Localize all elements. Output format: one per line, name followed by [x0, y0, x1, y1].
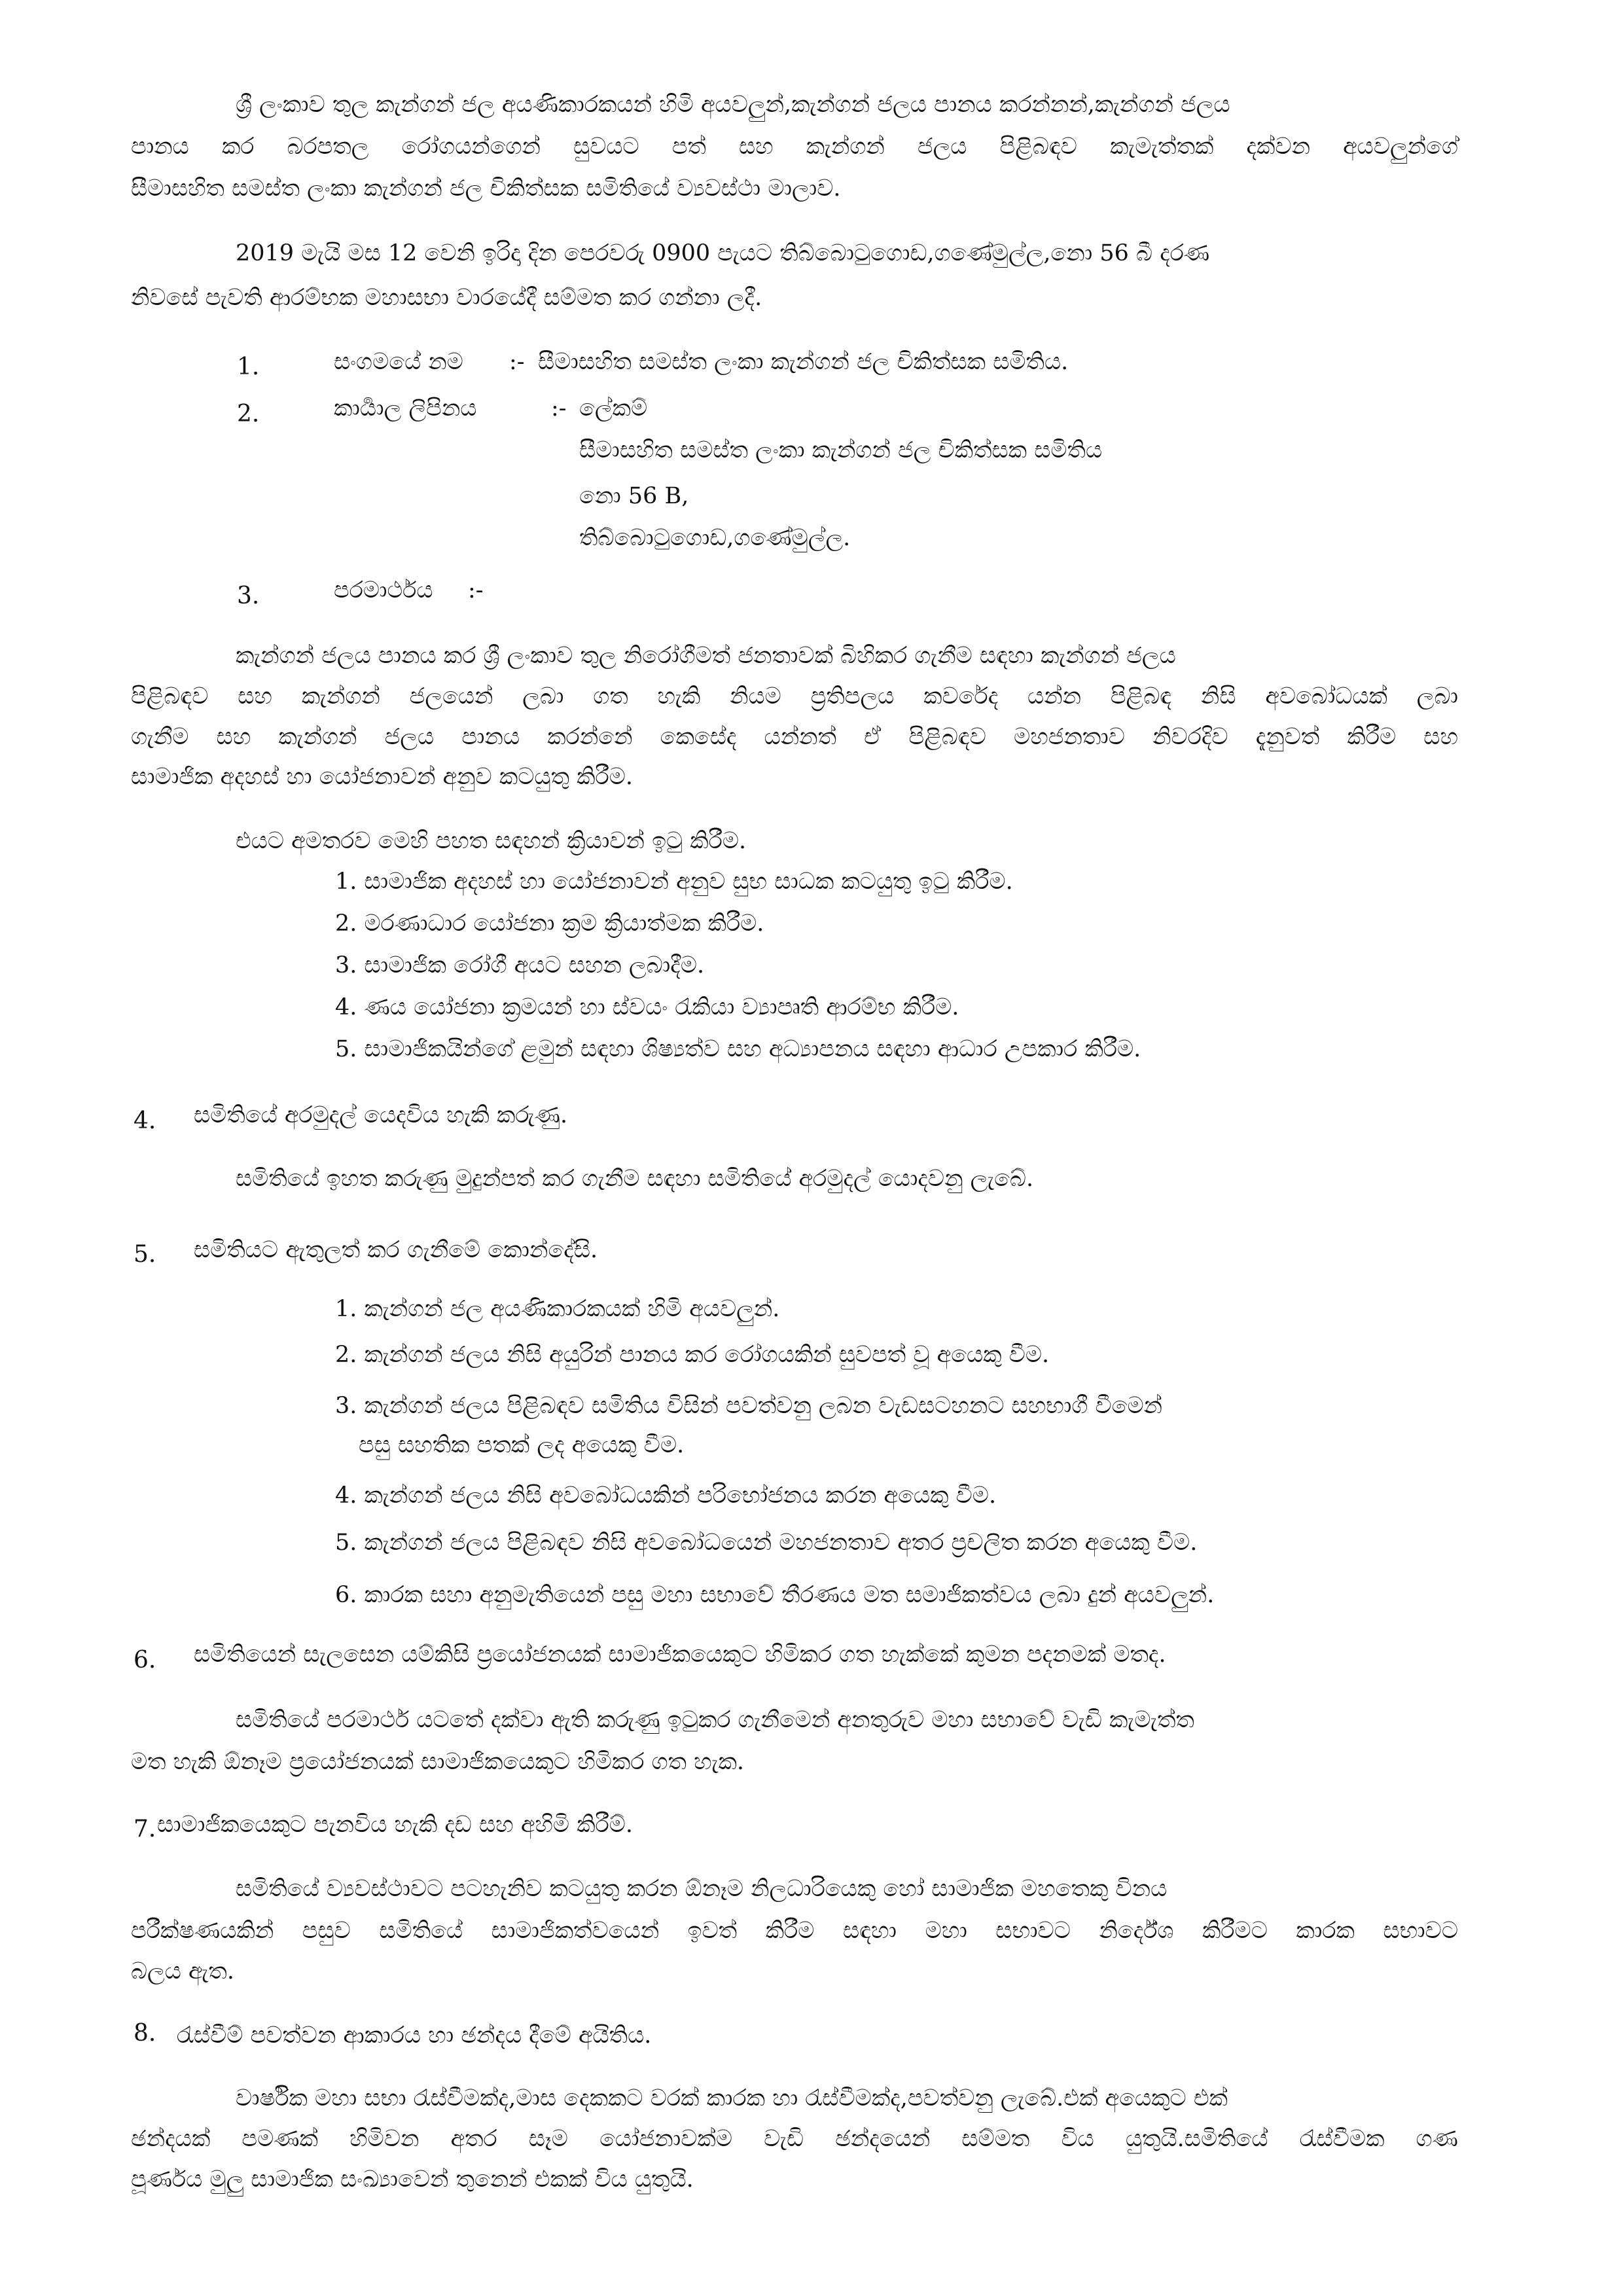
section-3-item: 5. සාමාජිකයින්ගේ ළමුන් සඳහා ශිෂ්‍යත්ව සහ අධ්‍යාපනය සඳහා ආධාර උපකාර කිරීම.	[335, 1036, 1141, 1062]
section-3-separator: :-	[468, 577, 484, 603]
intro-line-1: ශ්‍රී ලංකාව තුල කැන්ගන් ජල අයණිකාරකයන් හිමි අයවලුන්,කැන්ගන් ජලය පානය කරන්නන්,කැන්ගන් ජලය	[236, 92, 1230, 118]
section-8-number: 8.	[134, 2020, 156, 2047]
section-8-para-line-3: පූර්ණය මුලු සාමාජික සංඛ්‍යාවෙන් තුනෙන් එකක් විය යුතුයි.	[131, 2166, 694, 2193]
section-4-text: සමිතියේ ඉහත කරුණු මුදුන්පත් කර ගැනීම සඳහා සමිතියේ අරමුදල් යොදවනු ලැබේ.	[236, 1166, 1034, 1192]
section-3-label: පරමාර්ථය	[334, 577, 433, 603]
section-2-address-line-4: තිබ්බොටුගොඩ,ගණේමුල්ල.	[579, 525, 851, 551]
section-4-number: 4.	[134, 1107, 156, 1134]
section-5-item: 3. කැන්ගන් ජලය පිළිබඳව සමිතිය විසින් පවත්වනු ලබන වැඩසටහනට සහභාගී වීමෙන්	[335, 1393, 1163, 1419]
section-7-para-line-2: පරීක්ෂණයකින් පසුව සමිතියේ සාමාජිකත්වයෙන් ඉවත් කිරීම සඳහා මහා සභාවට නිර්දේශ කිරීමට කාරක සභාවට	[131, 1918, 1458, 1944]
section-2-address-line-3: නො 56 B,	[579, 483, 689, 509]
meeting-line-2: නිවසේ පැවති ආරම්භක මහාසභා වාරයේදී සම්මත කර ගන්නා ලදී.	[131, 285, 762, 311]
section-2-number: 2.	[237, 401, 260, 427]
section-3-para-line-2: පිළිබඳව සහ කැන්ගන් ජලයෙන් ලබා ගත හැකි නියම ප්‍රතිපලය කවරේද යන්න පිළිබඳ නිසි අවබෝධයක් ලබා	[131, 683, 1458, 709]
meeting-line-1: 2019 මැයි මස 12 වෙනි ඉරිදා දින පෙරවරු 0900 පැයට තිබ්බොටුගොඩ,ගණේමුල්ල,නො 56 බී දරණ	[236, 240, 1210, 266]
section-2-address-line-2: සීමාසහිත සමස්ත ලංකා කැන්ගන් ජල චිකිත්සක සමිතිය	[579, 437, 1103, 463]
section-3-item: 1. සාමාජික අදහස් හා යෝජනාවන් අනුව සුභ සාධක කටයුතු ඉටු කිරීම.	[335, 869, 1013, 895]
section-2-label: කාර්‍යාල ලිපිනය	[334, 395, 477, 422]
section-6-para-line-1: සමිතියේ පරමාර්ථ යටතේ දක්වා ඇති කරුණු ඉටුකර ගැනීමෙන් අනතුරුව මහා සභාවේ වැඩි කැමැත්ත	[236, 1707, 1194, 1733]
section-3-number: 3.	[237, 583, 260, 609]
section-5-item: 4. කැන්ගන් ජලය නිසි අවබෝධයකින් පරිභෝජනය කරන අයෙකු වීම.	[335, 1482, 997, 1509]
section-5-item: 6. කාරක සහා අනුමැතියෙන් පසු මහා සභාවේ තීරණය මත සමාජිකත්වය ලබා දුන් අයවලුන්.	[335, 1582, 1215, 1608]
section-6-number: 6.	[134, 1647, 156, 1674]
section-1-number: 1.	[237, 353, 260, 380]
section-6-heading: සමිතියෙන් සැලසෙන යම්කිසි ප්‍රයෝජනයක් සාමාජිකයෙකුට හිමිකර ගත හැක්කේ කුමන පදනමක් මතද.	[194, 1641, 1166, 1668]
section-3-para-line-1: කැන්ගන් ජලය පානය කර ශ්‍රී ලංකාව තුල නිරෝගීමත් ජනතාවක් බිහිකර ගැනීම සඳහා කැන්ගන් ජලය	[236, 643, 1176, 669]
section-3-para-line-3: ගැනීම සහ කැන්ගන් ජලය පානය කරන්නේ කෙසේද යන්නත් ඒ පිළිබඳව මහජනතාව නිවරදිව දැනුවත් කිරීම සහ	[131, 724, 1458, 750]
section-7-para-line-1: සමිතියේ ව්‍යවස්ථාවට පටහැනිව කටයුතු කරන ඕනෑම නිලධාරියෙකු හෝ සාමාජික මහතෙකු විනය	[236, 1876, 1168, 1902]
section-5-item: 2. කැන්ගන් ජලය නිසි අයුරින් පානය කර රෝගයකින් සුවපත් වූ අයෙකු වීම.	[335, 1342, 1050, 1368]
section-8-heading: රැස්වීම් පවත්වන ආකාරය හා ඡන්දය දීමේ අයිතිය.	[177, 2022, 652, 2049]
section-6-para-line-2: මත හැකි ඕනෑම ප්‍රයෝජනයක් සාමාජිකයෙකුට හිමිකර ගත හැක.	[131, 1749, 745, 1775]
section-3-extra: එයට අමතරව මෙහි පහත සඳහන් ක්‍රියාවන් ඉටු කිරීම.	[236, 828, 747, 854]
section-5-item: 1. කැන්ගන් ජල අයණිකාරකයක් හිමි අයවලුන්.	[335, 1296, 780, 1322]
section-8-para-line-1: වාර්ෂික මහා සභා රැස්වීමක්ද,මාස දෙකකට වරක් කාරක හා රැස්වීමක්ද,පවත්වනු ලැබේ.එක් අයෙකුට එක්	[236, 2085, 1228, 2111]
section-3-item: 3. සාමාජික රෝගී අයට සහන ලබාදීම.	[335, 952, 705, 978]
section-3-para-line-4: සාමාජික අදහස් හා යෝජනාවන් අනුව කටයුතු කිරීම.	[131, 764, 633, 790]
section-4-heading: සමිතියේ අරමුදල් යෙදවිය හැකි කරුණු.	[194, 1102, 568, 1128]
section-5-heading: සමිතියට ඇතුලත් කර ගැනීමේ කොන්දේසි.	[194, 1237, 598, 1263]
section-2-address-line-1: ලේකම්	[579, 395, 648, 422]
section-7-heading: සාමාජිකයෙකුට පැනවිය හැකි දඩ සහ අහිමි කිරීම්.	[157, 1812, 633, 1838]
section-5-item-continuation: පසු සහතික පතක් ලද අයෙකු වීම.	[359, 1432, 685, 1458]
section-3-item: 4. ණය යෝජනා ක්‍රමයන් හා ස්වයං රැකියා ව්‍යාපෘති ආරම්භ කිරීම.	[335, 994, 959, 1020]
section-3-item: 2. මරණාධාර යෝජනා ක්‍රම ක්‍රියාත්මක කිරීම.	[335, 910, 764, 937]
section-1-label: සංගමයේ නම	[334, 349, 463, 375]
section-2-separator: :-	[551, 395, 567, 422]
section-7-number: 7.	[134, 1816, 156, 1842]
intro-line-3: සීමාසහිත සමස්ත ලංකා කැන්ගන් ජල චිකිත්සක සමිතියේ ව්‍යවස්ථා මාලාව.	[131, 175, 841, 202]
section-1-separator: :-	[509, 349, 525, 375]
section-1-value: සීමාසහිත සමස්ත ලංකා කැන්ගන් ජල චිකිත්සක සමිතිය.	[538, 349, 1069, 375]
section-5-number: 5.	[134, 1241, 156, 1268]
section-7-para-line-3: බලය ඇත.	[131, 1958, 234, 1984]
section-5-item: 5. කැන්ගන් ජලය පිළිබඳව නිසි අවබෝධයෙන් මහජනතාව අතර ප්‍රචලිත කරන අයෙකු වීම.	[335, 1530, 1198, 1556]
section-8-para-line-2: ඡන්දයක් පමණක් හිමිවන අතර සෑම යෝජනාවක්ම වැඩි ඡන්දයෙන් සම්මත විය යුතුයි.සමිතියේ රැස්වීමක ගණ	[131, 2126, 1458, 2152]
intro-line-2: පානය කර බරපතල රෝගයන්ගෙන් සුවයට පත් සහ කැන්ගන් ජලය පිළිබඳව කැමැත්තක් දක්වන අයවලුන්ගේ	[131, 134, 1458, 160]
